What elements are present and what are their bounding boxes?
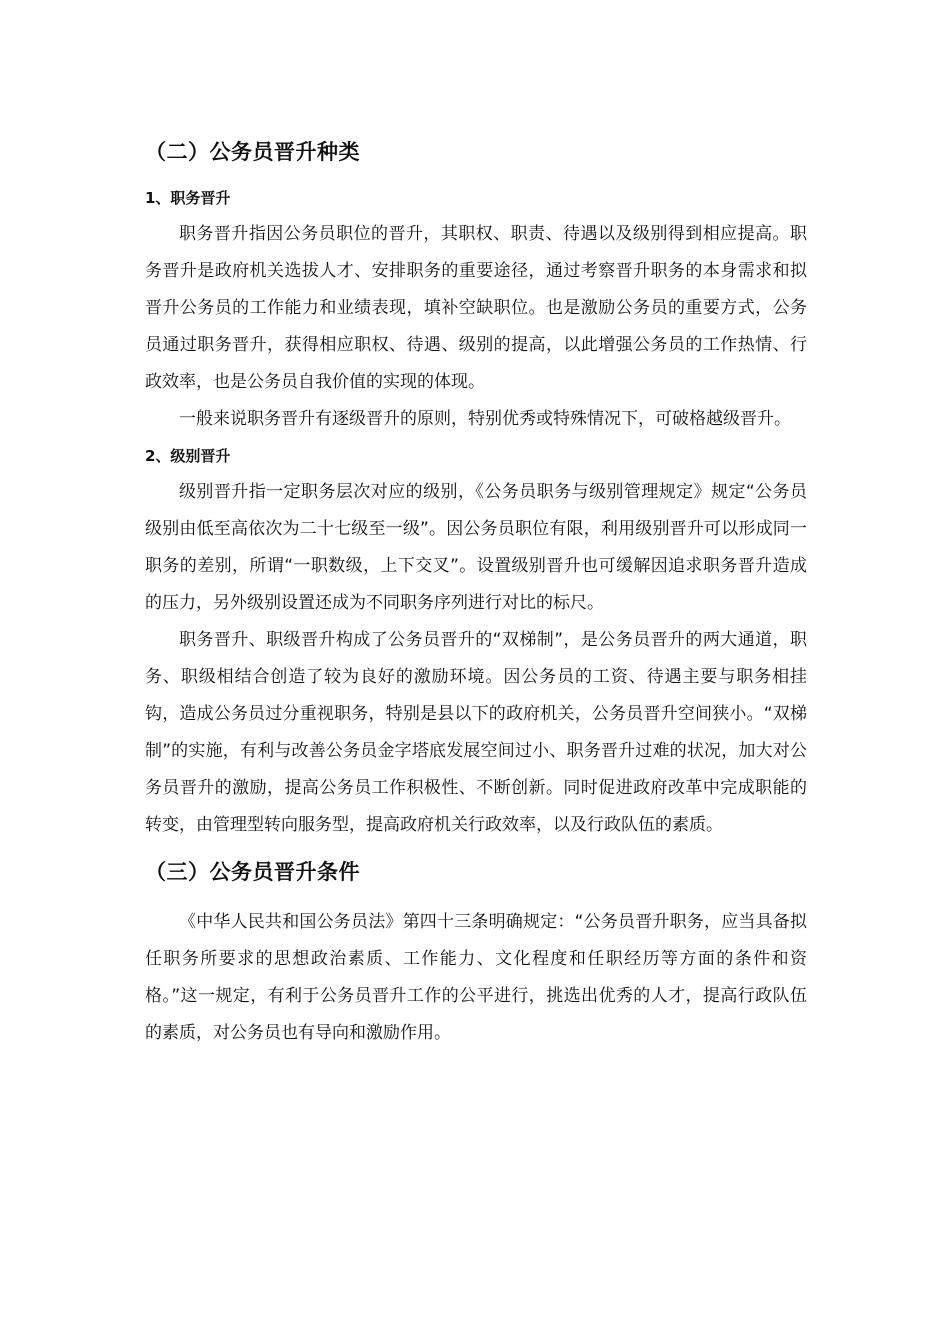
section-heading-promotion-conditions: （三）公务员晋升条件 (145, 860, 360, 884)
paragraph-rank-promotion-definition: 级别晋升指一定职务层次对应的级别，《公务员职务与级别管理规定》规定“公务员级别由低至高依次为二十七级至一级”。因公务员职位有限，利用级别晋升可以形成同一职务的差别，所谓“一职数级，上下交叉”。设置级别晋升也可缓解因追求职务晋升造成的压力，另外级别设置还成为不同职务序列进行对比的标尺。 (145, 482, 807, 613)
paragraph-position-promotion-principle: 一般来说职务晋升有逐级晋升的原则，特别优秀或特殊情况下，可破格越级晋升。 (179, 409, 791, 429)
paragraph-dual-ladder-system: 职务晋升、职级晋升构成了公务员晋升的“双梯制”，是公务员晋升的两大通道，职务、职级相结合创造了较为良好的激励环境。因公务员的工资、待遇主要与职务相挂钩，造成公务员过分重视职务，特别是县以下的政府机关，公务员晋升空间狭小。“双梯制”的实施，有利与改善公务员金字塔底发展空间过小、职务晋升过难的状况，加大对公务员晋升的激励，提高公务员工作积极性、不断创新。同时促进政府改革中完成职能的转变，由管理型转向服务型，提高政府机关行政效率，以及行政队伍的素质。 (145, 630, 807, 835)
paragraph-position-promotion-definition: 职务晋升指因公务员职位的晋升，其职权、职责、待遇以及级别得到相应提高。职务晋升是政府机关选拔人才、安排职务的重要途径，通过考察晋升职务的本身需求和拟晋升公务员的工作能力和业绩表现，填补空缺职位。也是激励公务员的重要方式，公务员通过职务晋升，获得相应职权、待遇、级别的提高，以此增强公务员的工作热情、行政效率，也是公务员自我价值的实现的体现。 (145, 224, 807, 392)
document-body (145, 132, 807, 1052)
subheading-rank-promotion: 2、级别晋升 (145, 447, 231, 465)
paragraph-civil-servant-law: 《中华人民共和国公务员法》第四十三条明确规定：“公务员晋升职务，应当具备拟任职务所要求的思想政治素质、工作能力、文化程度和任职经历等方面的条件和资格。”这一规定，有利于公务员晋升工作的公平进行，挑选出优秀的人才，提高行政队伍的素质，对公务员也有导向和激励作用。 (145, 912, 807, 1043)
subheading-position-promotion: 1、职务晋升 (145, 189, 231, 207)
section-heading-promotion-types: （二）公务员晋升种类 (145, 140, 360, 164)
